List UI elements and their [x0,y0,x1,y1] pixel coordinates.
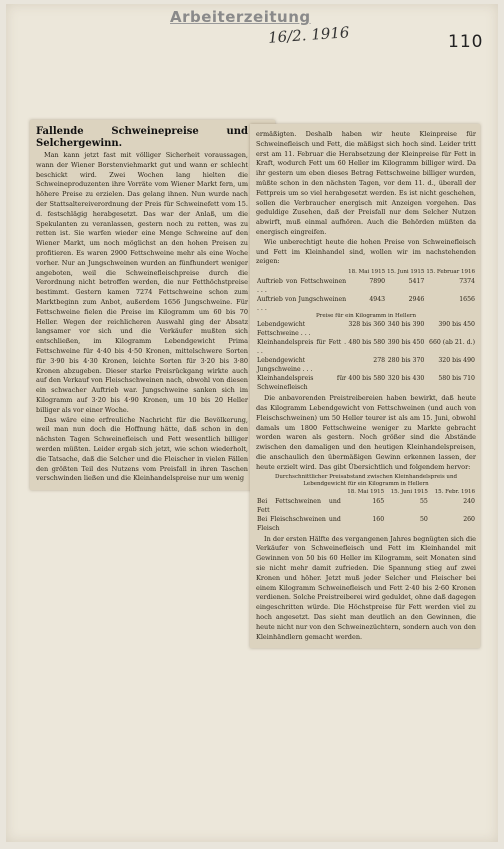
table-row [256,320,476,338]
table-cell: 390 bis 450 [387,339,425,347]
table-cell: 7374 [459,278,475,286]
table-cell: Lebendgewicht Jungschweine . . . [257,357,313,374]
table-cell: Auftrieb von Jungschweinen . . . [257,296,347,313]
table-cell: 1656 [459,296,475,304]
table-cell: 280 bis 370 [387,357,425,365]
market-table [256,268,476,392]
article-headline: Fallende Schweinepreise und Selchergewinn. [36,126,248,149]
table-cell: 5417 [408,278,425,286]
table-cell: 50 [420,515,428,523]
table-header-cell [256,268,347,277]
table-cell: 278 [373,357,386,365]
table-row [256,356,476,374]
table-row [256,338,476,356]
table-cell: Lebendgewicht Fettschweine . . . [257,321,311,338]
paragraph: Wie unberechtigt heute die hohen Preise von Schweinefleisch und Fett im Kleinhandel sind, wollen wir im nachstehenden zeigen: [256,237,476,266]
table-cell: 160 [372,515,385,523]
table-subtitle: Durchschnittlicher Preisabstand zwischen Kleinhandelspreis und Lebendgewicht für ein Kilogramm in Hellern [274,473,458,487]
table-row [256,277,476,295]
table-header-cell: 15. Febr. 1916 [434,488,475,495]
table-cell: 165 [372,497,385,505]
table-cell: 390 bis 450 [438,321,475,329]
paragraph: Die anbavorenden Preistreibereien haben bewirkt, daß heute das Kilogramm Lebendgewicht von Fettschweinen (und auch von Fleischschweinen) um 50 Heller teurer ist als am 15. Juni, obwohl damals um 1800 Fettschweine weniger zu Markte gebracht worden waren als gestern. Noch größer sind die Abstände zwischen den damaligen und den heutigen Kleinhandelspreisen, die anschaulich den übermäßigen Gewinn erkennen lassen, der heute erzielt wird. Das gibt Übersichtlich und folgendem hervor: [256,394,476,471]
table-cell: 328 bis 360 [348,321,386,329]
paragraph: In der ersten Hälfte des vergangenen Jahres begnügten sich die Verkäufer von Schweinefleisch und Fett im Kleinhandel mit Gewinnen von 50 bis 60 Heller im Kilogramm, seit Monaten sind sie nicht mehr damit zufrieden. Die Spannung stieg auf zwei Kronen und höher. Jetzt muß jeder Selcher und Fleischer bei einem Kilogramm Schweinefleisch und Fett 2·40 bis 2·60 Kronen verdienen. Solche Preistreiberei wird geduldet, ohne daß dagegen eingeschritten würde. Die Höchstpreise für Fett werden viel zu hoch angesetzt. Das sieht man deutlich an den Gewinnen, die heute nicht nur von den Schweinezüchtern, sondern auch von den Kleinhändlern gemacht werden. [256,534,476,641]
handwritten-date: 16/2. 1916 [267,23,350,47]
table-cell: 2946 [408,296,425,304]
table-header-cell: 15. Februar 1916 [426,269,475,276]
table-header-cell: 15. Juni 1915 [390,488,428,495]
table-cell: 55 [420,497,428,505]
table-row [256,515,476,533]
table-cell: Bei Fettschweinen und Fett [257,497,341,514]
table-cell: Auftrieb von Fettschweinen . . . [257,278,347,295]
table-cell: 400 bis 580 [348,375,386,383]
table-header-cell: 18. Mai 1915 [348,269,386,276]
table-cell: Bei Fleischschweinen und Fleisch [257,515,341,532]
table-header-cell: 15. Juni 1915 [387,269,425,276]
table-subtitle: Preise für ein Kilogramm in Hellern [315,313,417,320]
table-cell: 260 [463,515,475,523]
margin-table [256,474,476,533]
table-row [256,295,476,313]
table-header-cell: 18. Mai 1915 [347,488,385,495]
paragraph: ermäßigten. Deshalb haben wir heute Kleinpreise für Schweinefleisch und Fett, die mäßigst sich hoch sind. Leider tritt erst am 11. Februar die Herabsetzung der Kleinpreise für Fett in Kraft, wodurch Fett um 60 Heller im Kilogramm billiger wird. Da ihr gestern um eben dieses Betrag Fettschweine billiger wurden, müßte schon in den nächsten Tagen, vor dem 11. d., überall der Fettpreis um so viel herabgesetzt werden. Es ist nicht geschehen, sollen die Verbraucher energisch mit Anzeigen vorgehen. Das geduldige Zusehen, daß der Preisfall nur dem Selcher Nutzen abwirft, muß einmal aufhören. Auch die Behörden müßten da energisch eingreifen. [256,130,476,236]
table-cell: 4943 [369,296,386,304]
table-cell: 660 (ab 21. d.) [429,339,475,347]
table-cell: 580 bis 710 [438,375,475,383]
table-cell: 240 [463,497,475,505]
table-cell: 340 bis 390 [387,321,425,329]
article-column-right [256,130,476,642]
article-column-left [36,126,248,484]
paragraph: Das wäre eine erfreuliche Nachricht für die Bevölkerung, weil man nun doch die Hoffnung hätte, daß schon in den nächsten Tagen Schweinefleisch und Fett wesentlich billiger werden müßten. Leider ergab sich jetzt, wie schon wiederholt, die Tatsache, daß die Selcher und die Fleischer in vielen Fällen den größten Teil des Nutzens vom Preisfall in ihren Taschen verschwinden ließen und die Kleinhandelspreise nur um wenig [36,415,248,483]
table-cell: Kleinhandelspreis für Fett . . . [257,339,347,356]
table-cell: 320 bis 430 [387,375,425,383]
page-number: 110 [448,32,484,52]
paragraph: Man kann jetzt fast mit völliger Sicherheit voraussagen, wann der Wiener Borstenviehmarkt gut und wann er schlecht beschickt wird. Zwei Wochen lang hielten die Schweineproduzenten ihre Vorräte vom Wiener Markt fern, um höhere Preise zu erzielen. Das gelang ihnen. Nun wurde nach der Stattsaltereiverordnung der Preis für Schweinefett vom 15. d. festschlägig herabgesetzt. Das war der Anlaß, um die Spekulanten zu veranlassen, gestern noch zu retten, was zu retten ist. Sie warfen wieder eine Menge Schweine auf den Wiener Markt, um noch möglichst an den hohen Preisen zu profitieren. Es waren 2900 Fettschweine mehr als eine Woche vorher. Nur an Jungschweinen wurden an fünfhundert weniger angeboten, weil die Schweinefleischpreise durch die Verordnung nicht betroffen werden, die nur Fetthöchstpreise bestimmt. Gestern kamen 7274 Fettschweine schon zum Marktbeginn zum Anbot, außerdem 1656 Jungschweine. Für Fettschweine fielen die Preise im Kilogramm um 60 bis 70 Heller. Wegen der reichlicheren Auswahl ging der Absatz langsamer vor sich und die Verkäufer mußten sich entschließen, im Kilogramm Lebendgewicht Prima Fettschweine für 4·40 bis 4·50 Kronen, mittelschwere Sorten für 3·90 bis 4·30 Kronen, leichte Sorten für 3·20 bis 3·80 Kronen abzugeben. Dieser starke Preisrückgang wirkte auch auf den Verkauf von Fleischschweinen nach, obwohl von diesen ein schwacher Auftrieb war. Jungschweine sanken sich im Kilogramm auf 3·20 bis 4·90 Kronen, um 10 bis 20 Heller billiger als vor einer Woche. [36,151,248,414]
table-cell: 320 bis 490 [438,357,475,365]
archive-stamp: Arbeiterzeitung [170,8,311,26]
table-header-cell [256,488,342,497]
table-row [256,497,476,515]
table-cell: 7890 [369,278,386,286]
table-row [256,374,476,392]
table-cell: 480 bis 580 [348,339,386,347]
table-cell: Kleinhandelspreis für Schweinefleisch [257,375,347,392]
